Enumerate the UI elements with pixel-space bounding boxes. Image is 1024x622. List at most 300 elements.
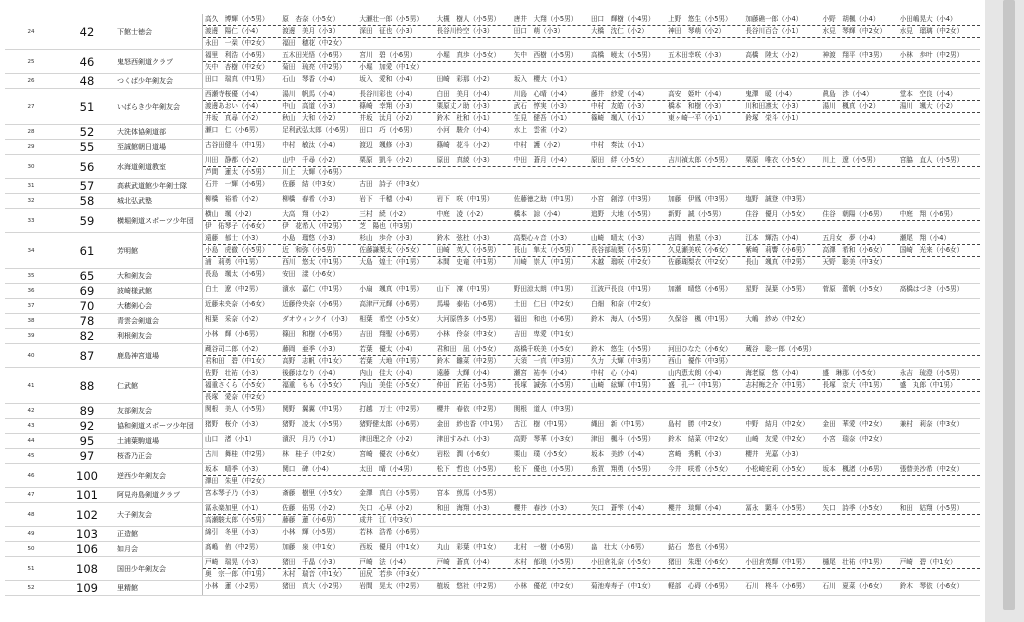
member-name: 鈴木 琴依（小6女） — [899, 582, 964, 590]
member-name: 猪田 朱理（小6女） — [668, 558, 732, 566]
row-index: 30 — [27, 163, 35, 170]
member-name: 戸崎 法（小4） — [359, 558, 410, 566]
member-line — [203, 38, 980, 49]
row-index: 28 — [27, 129, 35, 135]
member-name: 福田 穂花（中2女） — [282, 39, 346, 47]
member-name: 川上 遼（小5男） — [822, 156, 880, 164]
member-name: 国崎 光来（小6女） — [899, 246, 964, 254]
team-number: 42 — [79, 24, 95, 39]
member-list — [203, 140, 980, 154]
team-name: 青雲会剣道会 — [117, 314, 203, 328]
team-number: 92 — [79, 419, 95, 433]
member-name: 神田 琴萌（小2） — [668, 27, 726, 35]
row-index: 35 — [27, 273, 35, 279]
team-name: 里精館 — [117, 581, 203, 595]
member-name: 石川 夏菜（小6女） — [822, 582, 887, 590]
team-row — [5, 14, 980, 50]
row-index: 37 — [27, 303, 35, 309]
row-index: 24 — [27, 28, 35, 35]
member-name: 奥 宗一郎（中1男） — [205, 570, 269, 578]
member-name: 橋本 和樹（小3） — [668, 102, 726, 110]
member-line — [203, 167, 980, 178]
team-name: 鬼怒西剣道クラブ — [117, 50, 203, 73]
member-name: 坂本 晴季（小3） — [205, 465, 262, 473]
member-name: 五月女 夢（小4） — [822, 234, 880, 242]
member-name: 長塚 愛奈（中2女） — [205, 393, 269, 401]
member-name: 宮本琴子乃（小3） — [205, 489, 262, 497]
row-index: 33 — [27, 217, 35, 224]
team-row — [5, 434, 980, 449]
team-row — [5, 89, 980, 125]
member-name: 濱沢 月乃（小1） — [282, 435, 340, 443]
member-name: 鈴木 杜和（小1） — [436, 114, 494, 122]
team-number: 59 — [79, 213, 95, 228]
team-row — [5, 194, 980, 209]
member-name: 白土 遼（中2男） — [205, 285, 262, 293]
team-name: 波崎様武館 — [117, 284, 203, 298]
member-name: 坂入 愛和（小4） — [359, 75, 417, 83]
member-name: 湯川 颯大（小2） — [899, 102, 957, 110]
member-name: 大須 一真（中3男） — [513, 357, 578, 365]
member-name: 金田 華愛（中2女） — [822, 420, 887, 428]
row-index: 32 — [27, 198, 35, 204]
member-name: 加瀬 晴悠（小6男） — [668, 285, 732, 293]
member-name: 猪野健太郎（小6男） — [359, 420, 423, 428]
member-name: 川和田凛太（小3） — [745, 102, 803, 110]
team-number: 51 — [79, 99, 95, 114]
member-name: 小田嶋晃大（小4） — [899, 15, 957, 23]
team-row — [5, 503, 980, 527]
member-name: 岩下 咲（中1男） — [436, 195, 494, 203]
team-number: 69 — [79, 284, 95, 298]
team-row — [5, 344, 980, 368]
member-name: 斎藤 樹里（小5女） — [282, 489, 346, 497]
member-name: 櫻井 光嘉（小3） — [745, 450, 803, 458]
member-name: 白畑 和奈（中2女） — [590, 300, 655, 308]
team-name: 逆西少年剣友会 — [117, 464, 203, 487]
team-row — [5, 464, 980, 488]
member-name: 田口 萌（小3） — [513, 27, 565, 35]
member-name: 今井 咲希（小5女） — [668, 465, 732, 473]
member-list — [203, 314, 980, 328]
row-index: 45 — [27, 453, 35, 459]
member-name: 君和田 凪（小5女） — [436, 345, 501, 353]
member-name: 久力 大輝（中3男） — [590, 357, 655, 365]
member-line — [203, 314, 980, 325]
member-name: 山崎 友愛（中2女） — [745, 435, 809, 443]
member-name: 小宮 創淳（中3男） — [590, 195, 655, 203]
member-name: 金田 紗也香（中1男） — [436, 420, 507, 428]
member-name: 冨永 顕斗（小5男） — [745, 504, 809, 512]
member-name: 伊 佑琴子（小6女） — [205, 222, 269, 230]
row-index: 40 — [27, 352, 35, 359]
member-name: 木越 瑠咲（中2女） — [590, 258, 655, 266]
row-index: 49 — [27, 531, 35, 537]
member-line — [203, 101, 980, 113]
member-name: 山崎 絃輝（中1男） — [590, 381, 655, 389]
member-name: 縄田 新（中1男） — [590, 420, 648, 428]
team-name: 仁武館 — [117, 368, 203, 403]
team-row — [5, 488, 980, 503]
member-name: 大河原啓多（小5男） — [436, 315, 501, 323]
member-name: 津田すみれ（小3） — [436, 435, 494, 443]
member-name: 田尻 若歩（中3女） — [359, 570, 423, 578]
row-index: 52 — [27, 585, 35, 591]
member-line — [203, 380, 980, 392]
team-name: 横堀剣道スポーツ少年団 — [117, 209, 203, 232]
member-list — [203, 209, 980, 232]
member-name: 篠崎 幸翔（小3） — [359, 102, 417, 110]
member-name: 川田 静都（小2） — [205, 156, 262, 164]
member-name: 君和田 碧（中1女） — [205, 357, 269, 365]
member-name: 大瀬壮一郎（小5男） — [359, 15, 423, 23]
member-line — [203, 113, 980, 124]
member-name: 原田 真綾（小3） — [436, 156, 494, 164]
member-name: 西川 悠太（中1男） — [282, 258, 346, 266]
member-name: 馬場 泰佑（小6男） — [436, 300, 501, 308]
member-line — [203, 434, 980, 445]
member-name: 遠藤 郁士（小3） — [205, 234, 262, 242]
row-index: 36 — [27, 288, 35, 294]
member-name: 菊田 琉亮（中2男） — [282, 63, 346, 71]
member-name: 猪田 千晶（小3） — [282, 558, 340, 566]
row-index: 47 — [27, 492, 35, 498]
member-name: 宮崎 秀帆（小3） — [668, 450, 726, 458]
member-list — [203, 464, 980, 487]
member-line — [203, 581, 980, 592]
row-index: 34 — [27, 247, 35, 254]
member-name: 蔵谷 聡一郎（小6男） — [745, 345, 816, 353]
member-name: 浦 莉勇（中1男） — [205, 258, 262, 266]
team-number: 108 — [76, 561, 98, 576]
member-name: 土田 仁日（中2女） — [513, 300, 578, 308]
team-row — [5, 314, 980, 329]
member-name: 軽部 心碍（小6男） — [668, 582, 732, 590]
team-row — [5, 269, 980, 284]
member-name: 遠藤 大輝（小4） — [436, 369, 494, 377]
member-name: 大槻 樹人（小5男） — [436, 15, 501, 23]
member-line — [203, 257, 980, 268]
member-line — [203, 449, 980, 460]
member-name: 大島 煌士（中1男） — [359, 258, 423, 266]
member-name: 篠崎 颯人（小1） — [590, 114, 648, 122]
team-row — [5, 542, 980, 557]
member-name: 古川 舞桂（中2男） — [205, 450, 269, 458]
member-name: 高澤 希和（小6女） — [822, 246, 887, 254]
team-row — [5, 419, 980, 434]
team-name: 高萩武道館少年剣士隊 — [117, 179, 203, 193]
member-name: 張替美沙希（中2女） — [899, 465, 964, 473]
team-row — [5, 299, 980, 314]
member-name: 内山 佳大（小4） — [359, 369, 417, 377]
member-name: 大嶋 紗め（中2女） — [745, 315, 809, 323]
member-name: 高安 姫叶（小4） — [668, 90, 726, 98]
member-name: 畠 壮太（小6男） — [590, 543, 648, 551]
member-name: 川崎 崇人（中1男） — [513, 258, 578, 266]
member-line — [203, 419, 980, 430]
member-name: 櫻井 春沙（小3） — [513, 504, 571, 512]
member-line — [203, 515, 980, 526]
member-name: 近 和弥（小5男） — [282, 246, 340, 254]
member-name: 佐藤徳之助（中1男） — [513, 195, 578, 203]
member-name: 神渡 翔平（中3男） — [822, 51, 887, 59]
member-name: 福重さくら（小5女） — [205, 381, 269, 389]
member-line — [203, 284, 980, 295]
member-name: 若林 浩希（小6男） — [359, 528, 423, 536]
member-line — [203, 14, 980, 26]
team-name: 大洗体協剣道部 — [117, 125, 203, 139]
team-number: 65 — [79, 269, 95, 283]
member-list — [203, 329, 980, 343]
member-name: 福里 利浩（小6男） — [205, 51, 269, 59]
member-line — [203, 233, 980, 245]
member-name: 永田 一栞（中2女） — [205, 39, 269, 47]
member-name: 芝 陽也（中3男） — [359, 222, 417, 230]
team-row — [5, 50, 980, 74]
member-name: 鈴木 結菜（中2女） — [668, 435, 732, 443]
scrollbar-thumb[interactable] — [1003, 0, 1015, 610]
member-name: 佐藤瑚梨衣（中2女） — [668, 258, 732, 266]
member-name: 山中 千尋（小2） — [282, 156, 340, 164]
member-list — [203, 404, 980, 418]
member-line — [203, 209, 980, 221]
row-index: 41 — [27, 382, 35, 389]
member-name: 武石 惇実（小3） — [513, 102, 571, 110]
member-name: 北村 一樹（小6男） — [513, 543, 578, 551]
member-name: 関口 碑（小4） — [282, 465, 333, 473]
member-name: 小堀 加愛（中1女） — [359, 63, 423, 71]
member-name: 矢口 心早（小2） — [359, 504, 417, 512]
member-name: 坂入 櫻大（小1） — [513, 75, 571, 83]
team-row — [5, 449, 980, 464]
member-name: 中山 高道（小3） — [282, 102, 340, 110]
member-list — [203, 344, 980, 367]
member-name: 松下 優也（小5男） — [513, 465, 578, 473]
member-name: 栗原 凱斗（小2） — [359, 156, 417, 164]
member-name: 吉川禎太郎（小5男） — [668, 156, 732, 164]
row-index: 50 — [27, 546, 35, 552]
member-name: 澤田 朱里（中2女） — [205, 477, 269, 485]
member-name: 長塚 誠弥（小5男） — [513, 381, 578, 389]
member-name: 若葉 優太（小4） — [359, 345, 417, 353]
team-name: 土浦葉駒道場 — [117, 434, 203, 448]
member-name: 渡邊 美月（小3） — [282, 27, 340, 35]
team-number: 89 — [79, 404, 95, 418]
member-name: 唐井 大翔（小5男） — [513, 15, 578, 23]
team-number: 109 — [76, 581, 98, 595]
member-name: 川島 心晴（小4） — [513, 90, 571, 98]
member-name: 長塚 京大（中1男） — [822, 381, 887, 389]
team-number: 87 — [79, 348, 95, 363]
member-name: 丸山 彩葉（中1女） — [436, 543, 501, 551]
member-name: 髙橋千咲美（小5女） — [513, 345, 578, 353]
member-name: 石井 一輝（小6男） — [205, 180, 269, 188]
member-name: 天野 聡美（中3女） — [822, 258, 887, 266]
member-name: 石山 琴香（小4） — [282, 75, 340, 83]
member-name: 戸崎 瑞晃（小3） — [205, 558, 262, 566]
team-row — [5, 527, 980, 542]
member-name: 山下 凜（中1男） — [436, 285, 494, 293]
member-name: 追野 大地（小5男） — [590, 210, 655, 218]
member-name: 樋尾 壮祐（中1男） — [822, 558, 887, 566]
member-name: 小田倉礼奈（小5女） — [590, 558, 655, 566]
member-name: 井坂 真尋（小2） — [205, 114, 262, 122]
row-index: 42 — [27, 408, 35, 414]
member-line — [203, 503, 980, 515]
team-name: 至誠館朝日道場 — [117, 140, 203, 154]
member-name: 鈴塚 栄斗（小1） — [745, 114, 803, 122]
member-line — [203, 155, 980, 167]
member-name: 久保谷 楓（中1男） — [668, 315, 732, 323]
member-name: 伊 花希人（中2男） — [282, 222, 346, 230]
row-index: 44 — [27, 438, 35, 444]
member-list — [203, 527, 980, 541]
member-name: 栗山 璞（小5女） — [513, 450, 571, 458]
member-name: 坂本 楓渚（小6男） — [822, 465, 887, 473]
member-name: 小河 駿介（小4） — [436, 126, 494, 134]
member-name: 矢中 西樹（小5男） — [513, 51, 578, 59]
member-name: 渡邊あおい（小4） — [205, 102, 262, 110]
member-line — [203, 329, 980, 340]
team-number: 95 — [79, 434, 95, 448]
member-name: 渡辺 颯修（小3） — [359, 141, 417, 149]
member-name: 山内恵太朗（小4） — [668, 369, 726, 377]
member-name: 宮川 碧（小6男） — [359, 51, 417, 59]
member-name: ダオウィンクイ（小3） — [282, 315, 352, 323]
member-name: 住谷 優月（小5女） — [745, 210, 809, 218]
member-name: 綿引 冬里（小3） — [205, 528, 262, 536]
member-name: 矢口 蒼雫（小4） — [590, 504, 648, 512]
team-number: 48 — [79, 74, 95, 88]
member-name: 大橋 沈仁（小2） — [590, 27, 648, 35]
member-name: 白田 美月（小4） — [436, 90, 494, 98]
team-number: 100 — [76, 468, 98, 483]
member-name: 秋山 大和（小2） — [282, 114, 340, 122]
team-name: 協和剣道スポーツ少年団 — [117, 419, 203, 433]
team-row — [5, 74, 980, 89]
member-name: 福重 もも（小5女） — [282, 381, 346, 389]
member-line — [203, 569, 980, 580]
member-name: 小田倉英輝（中1男） — [745, 558, 809, 566]
member-name: 兼村 莉奈（中3女） — [899, 420, 964, 428]
member-name: 佐藤 結（中3女） — [282, 180, 340, 188]
member-name: 吉田 翔聖（小6男） — [359, 330, 423, 338]
team-number: 88 — [79, 378, 95, 393]
member-name: 田口 瑞真（中1男） — [205, 75, 269, 83]
member-name: 眞島 渉（小4） — [822, 90, 873, 98]
member-line — [203, 125, 980, 136]
member-line — [203, 527, 980, 538]
row-index: 48 — [27, 511, 35, 518]
member-name: 足利武弘太郎（小6男） — [282, 126, 353, 134]
member-name: 蔵谷司二郎（小2） — [205, 345, 262, 353]
member-name: 小林 歩叶（中2男） — [899, 51, 964, 59]
team-number: 56 — [79, 159, 95, 174]
member-list — [203, 179, 980, 193]
row-index: 26 — [27, 78, 35, 84]
member-name: 関根 道人（中3男） — [513, 405, 578, 413]
member-name: 永吉 琉澄（小5男） — [899, 369, 964, 377]
member-list — [203, 488, 980, 502]
member-name: 加藤 泉（中1女） — [282, 543, 340, 551]
member-name: 古田 詩子（中3女） — [359, 180, 423, 188]
member-name: 太田 晴（小4男） — [359, 465, 417, 473]
member-name: 鈴木 弦杜（小3） — [436, 234, 494, 242]
team-name: 水海道剣道教室 — [117, 155, 203, 178]
member-name: 髙嶋 侑（中2男） — [205, 543, 262, 551]
member-list — [203, 284, 980, 298]
team-row — [5, 233, 980, 269]
member-name: 小林 蓮（小2男） — [205, 582, 262, 590]
member-name: 林 桂子（中2女） — [282, 450, 340, 458]
member-list — [203, 503, 980, 526]
member-name: 若葉 大地（中1男） — [359, 357, 423, 365]
member-name: 島村 勝（中2女） — [668, 420, 726, 428]
team-name: 大和剣友会 — [117, 269, 203, 283]
team-number: 52 — [79, 125, 95, 139]
row-index: 39 — [27, 333, 35, 339]
member-line — [203, 476, 980, 487]
team-number: 78 — [79, 314, 95, 328]
row-index: 31 — [27, 183, 35, 189]
member-name: 中野 結月（中2女） — [745, 420, 809, 428]
member-name: 猪野 桜介（小3） — [205, 420, 262, 428]
member-name: 糸賀 翔勇（小5男） — [590, 465, 655, 473]
team-name: 如月会 — [117, 542, 203, 556]
team-number: 70 — [79, 299, 95, 313]
member-name: 大高 翔（小2） — [282, 210, 333, 218]
member-line — [203, 194, 980, 205]
member-name: 中庭 凌（小2） — [436, 210, 487, 218]
member-name: 長島 颯太（小6男） — [205, 270, 269, 278]
member-name: 高野 琴華（小3女） — [513, 435, 578, 443]
member-name: 佐野 壮祐（小3） — [205, 369, 262, 377]
member-name: 湯川 帆馬（小4） — [282, 90, 340, 98]
member-name: 木村 瑞音（中1女） — [282, 570, 346, 578]
member-name: 関野 翼翼（中1男） — [282, 405, 346, 413]
member-name: 瀬口 仁（小6男） — [205, 126, 262, 134]
member-name: 鈴木 悠生（小5男） — [590, 345, 655, 353]
member-name: 櫻井 春依（中2男） — [436, 405, 501, 413]
member-list — [203, 434, 980, 448]
member-list — [203, 419, 980, 433]
team-row — [5, 179, 980, 194]
member-name: 堂本 空良（小4） — [899, 90, 957, 98]
member-name: 湯川 楓真（小2） — [822, 102, 880, 110]
team-name: つくば少年剣友会 — [117, 74, 203, 88]
member-list — [203, 14, 980, 49]
member-name: 小島 虎徹（小5男） — [205, 246, 269, 254]
member-line — [203, 356, 980, 367]
team-row — [5, 581, 980, 596]
member-name: 紫崎 莉響（小6男） — [745, 246, 809, 254]
member-line — [203, 221, 980, 232]
team-row — [5, 368, 980, 404]
member-name: 深田 征也（小3） — [359, 27, 417, 35]
row-index: 43 — [27, 423, 35, 429]
member-name: 猪野 凌太（小5男） — [282, 420, 346, 428]
member-name: 中村 敏汰（小4） — [282, 141, 340, 149]
team-name: 友部剣友会 — [117, 404, 203, 418]
member-name: 渡邊 陽仁（小4） — [205, 27, 262, 35]
member-list — [203, 299, 980, 313]
member-name: 櫻井 琰輝（小4） — [668, 504, 726, 512]
member-name: 鈴木 雛菜（中2男） — [436, 357, 501, 365]
member-name: 本間 史竜（中1男） — [436, 258, 501, 266]
team-name: 下館士徳会 — [117, 14, 203, 49]
member-list — [203, 449, 980, 463]
team-name: 鹿島神宮道場 — [117, 344, 203, 367]
